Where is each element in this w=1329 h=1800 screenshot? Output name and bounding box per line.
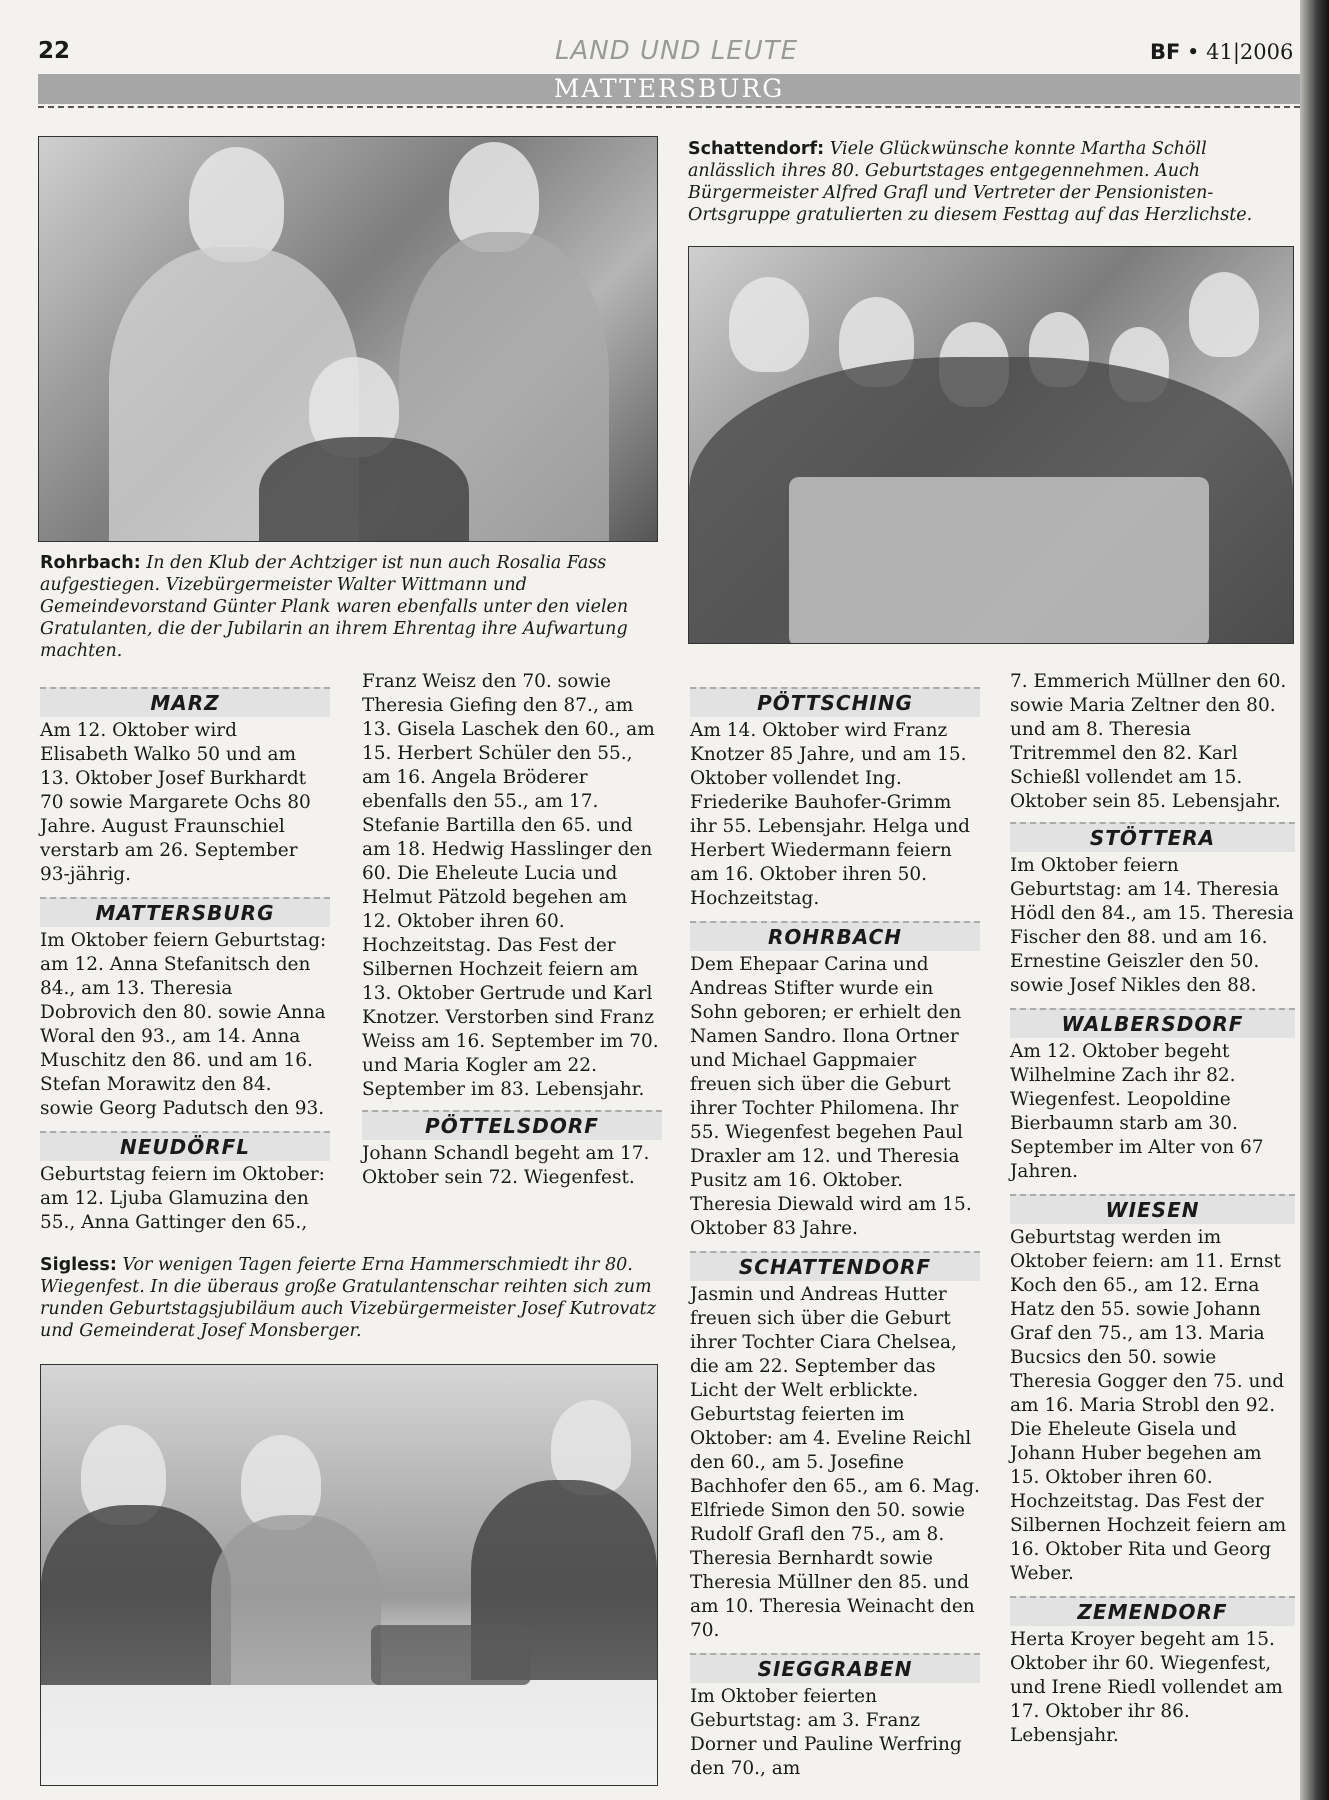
header-divider [38,106,1300,108]
heading-schattendorf: SCHATTENDORF [690,1251,980,1281]
text-marz: Am 12. Oktober wird Elisabeth Walko 50 und am 13. Oktober Josef Burkhardt 70 sowie Margarete Ochs 80 Jahre. August Fraunschiel verstarb am 26. September 93-jährig. [40,720,311,885]
text-poettelsdorf: Johann Schandl begeht am 17. Oktober sein 72. Wiegenfest. [362,1143,650,1188]
publication-name: BF [1150,40,1181,64]
heading-mattersburg: MATTERSBURG [40,897,330,927]
column-4 [1010,670,1295,1748]
heading-zemendorf: ZEMENDORF [1010,1596,1295,1626]
issue-label: BF • 41|2006 [1150,40,1294,64]
page-number: 22 [38,38,71,64]
heading-neudoerfl: NEUDÖRFL [40,1131,330,1161]
text-poettsching: Am 14. Oktober wird Franz Knotzer 85 Jahre, und am 15. Oktober vollendet Ing. Friederike Bauhofer-Grimm ihr 55. Lebensjahr. Helga und Herbert Wiedermann feiern am 16. Oktober ihren 50. Hochzeitstag. [690,720,970,909]
text-sieggraben: Im Oktober feierten Geburtstag: am 3. Franz Dorner und Pauline Werfring den 70., am [690,1686,962,1779]
text-zemendorf: Herta Kroyer begeht am 15. Oktober ihr 60. Wiegenfest, und Irene Riedl vollendet am 17. Oktober ihr 86. Lebensjahr. [1010,1629,1283,1746]
heading-rohrbach: ROHRBACH [690,921,980,951]
column-2 [362,670,662,1190]
page-gutter [1300,0,1329,1800]
heading-poettelsdorf: PÖTTELSDORF [362,1110,662,1140]
text-mattersburg: Im Oktober feiern Geburtstag: am 12. Anna Stefanitsch den 84., am 13. Theresia Dobrovich den 80. sowie Anna Woral den 93., am 14. Anna Muschitz den 86. und am 16. Stefan Morawitz den 84. sowie Georg Padutsch den 93. [40,930,327,1119]
caption-place: Sigless: [40,1255,117,1275]
region-title: MATTERSBURG [553,74,785,103]
photo-sigless [40,1364,658,1786]
photo-schattendorf [688,246,1294,644]
text-sieggraben-continued: 7. Emmerich Müllner den 60. sowie Maria Zeltner den 80. und am 8. Theresia Tritremmel den 82. Karl Schießl vollendet am 15. Oktober sein 85. Lebensjahr. [1010,671,1287,812]
heading-poettsching: PÖTTSCHING [690,687,980,717]
text-neudoerfl: Geburtstag feiern im Oktober: am 12. Ljuba Glamuzina den 55., Anna Gattinger den 65., [40,1164,325,1233]
column-1 [40,681,330,1235]
caption-schattendorf [688,138,1293,226]
heading-wiesen: WIESEN [1010,1194,1295,1224]
text-rohrbach: Dem Ehepaar Carina und Andreas Stifter wurde ein Sohn geboren; er erhielt den Namen Sandro. Ilona Ortner und Michael Gappmaier freuen sich über die Geburt ihrer Tochter Philomena. Ihr 55. Wiegenfest begehen Paul Draxler am 12. und Theresia Pusitz am 16. Oktober. Theresia Diewald wird am 15. Oktober 83 Jahre. [690,954,972,1239]
text-schattendorf: Jasmin und Andreas Hutter freuen sich über die Geburt ihrer Tochter Ciara Chelsea, die am 22. September das Licht der Welt erblickte. Geburtstag feierten im Oktober: am 4. Eveline Reichl den 60., am 5. Josefine Bachhofer den 65., am 6. Mag. Elfriede Simon den 50. sowie Rudolf Grafl den 75., am 8. Theresia Bernhardt sowie Theresia Müllner den 85. und am 10. Theresia Weinacht den 70. [690,1284,980,1641]
text-wiesen: Geburtstag werden im Oktober feiern: am 11. Ernst Koch den 65., am 12. Erna Hatz den 55. sowie Johann Graf den 75., am 13. Maria Bucsics den 50. sowie Theresia Gogger den 75. und am 16. Maria Strobl den 92. Die Eheleute Gisela und Johann Huber begehen am 15. Oktober ihren 60. Hochzeitstag. Das Fest der Silbernen Hochzeit feiern am 16. Oktober Rita und Georg Weber. [1010,1227,1287,1584]
text-walbersdorf: Am 12. Oktober begeht Wilhelmine Zach ihr 82. Wiegenfest. Leopoldine Bierbaumn starb am 30. September im Alter von 67 Jahren. [1010,1041,1264,1182]
caption-rohrbach [40,552,655,662]
caption-place: Rohrbach: [40,553,141,573]
text-stoettera: Im Oktober feiern Geburtstag: am 14. Theresia Hödl den 84., am 15. Theresia Fischer den 88. und am 16. Ernestine Geiszler den 50. sowie Josef Nikles den 88. [1010,855,1294,996]
heading-marz: MARZ [40,687,330,717]
photo-rohrbach [38,136,658,542]
section-title: LAND UND LEUTE [555,36,799,66]
heading-sieggraben: SIEGGRABEN [690,1653,980,1683]
caption-sigless [40,1254,670,1342]
issue-number: 41|2006 [1206,40,1294,64]
heading-walbersdorf: WALBERSDORF [1010,1008,1295,1038]
caption-text: In den Klub der Achtziger ist nun auch Rosalia Fass aufgestiegen. Vizebürgermeister Walter Wittmann und Gemeindevorstand Günter Plank waren ebenfalls unter den vielen Gratulanten, die der Jubilarin an ihrem Ehrentag ihre Aufwartung machten. [40,553,629,661]
caption-text: Viele Glückwünsche konnte Martha Schöll anlässlich ihres 80. Geburtstages entgegennehmen. Auch Bürgermeister Alfred Grafl und Vertreter der Pensionisten-Ortsgruppe gratulierten zu diesem Festtag auf das Herzlichste. [688,139,1253,225]
caption-text: Vor wenigen Tagen feierte Erna Hammerschmiedt ihr 80. Wiegenfest. In die überaus große Gratulantenschar reihten sich zum runden Geburtstagsjubiläum auch Vizebürgermeister Josef Kutrovatz und Gemeinderat Josef Monsberger. [40,1255,656,1341]
text-neudoerfl-continued: Franz Weisz den 70. sowie Theresia Giefing den 87., am 13. Gisela Laschek den 60., am 15. Herbert Schüler den 55., am 16. Angela Bröderer ebenfalls den 55., am 17. Stefanie Bartilla den 65. und am 18. Hedwig Hasslinger den 60. Die Eheleute Lucia und Helmut Pätzold begehen am 12. Oktober ihren 60. Hochzeitstag. Das Fest der Silbernen Hochzeit feiern am 13. Oktober Gertrude und Karl Knotzer. Verstorben sind Franz Weiss am 16. September im 70. und Maria Kogler am 22. September im 83. Lebensjahr. [362,671,659,1100]
heading-stoettera: STÖTTERA [1010,822,1295,852]
caption-place: Schattendorf: [688,139,825,159]
column-3 [690,681,980,1781]
